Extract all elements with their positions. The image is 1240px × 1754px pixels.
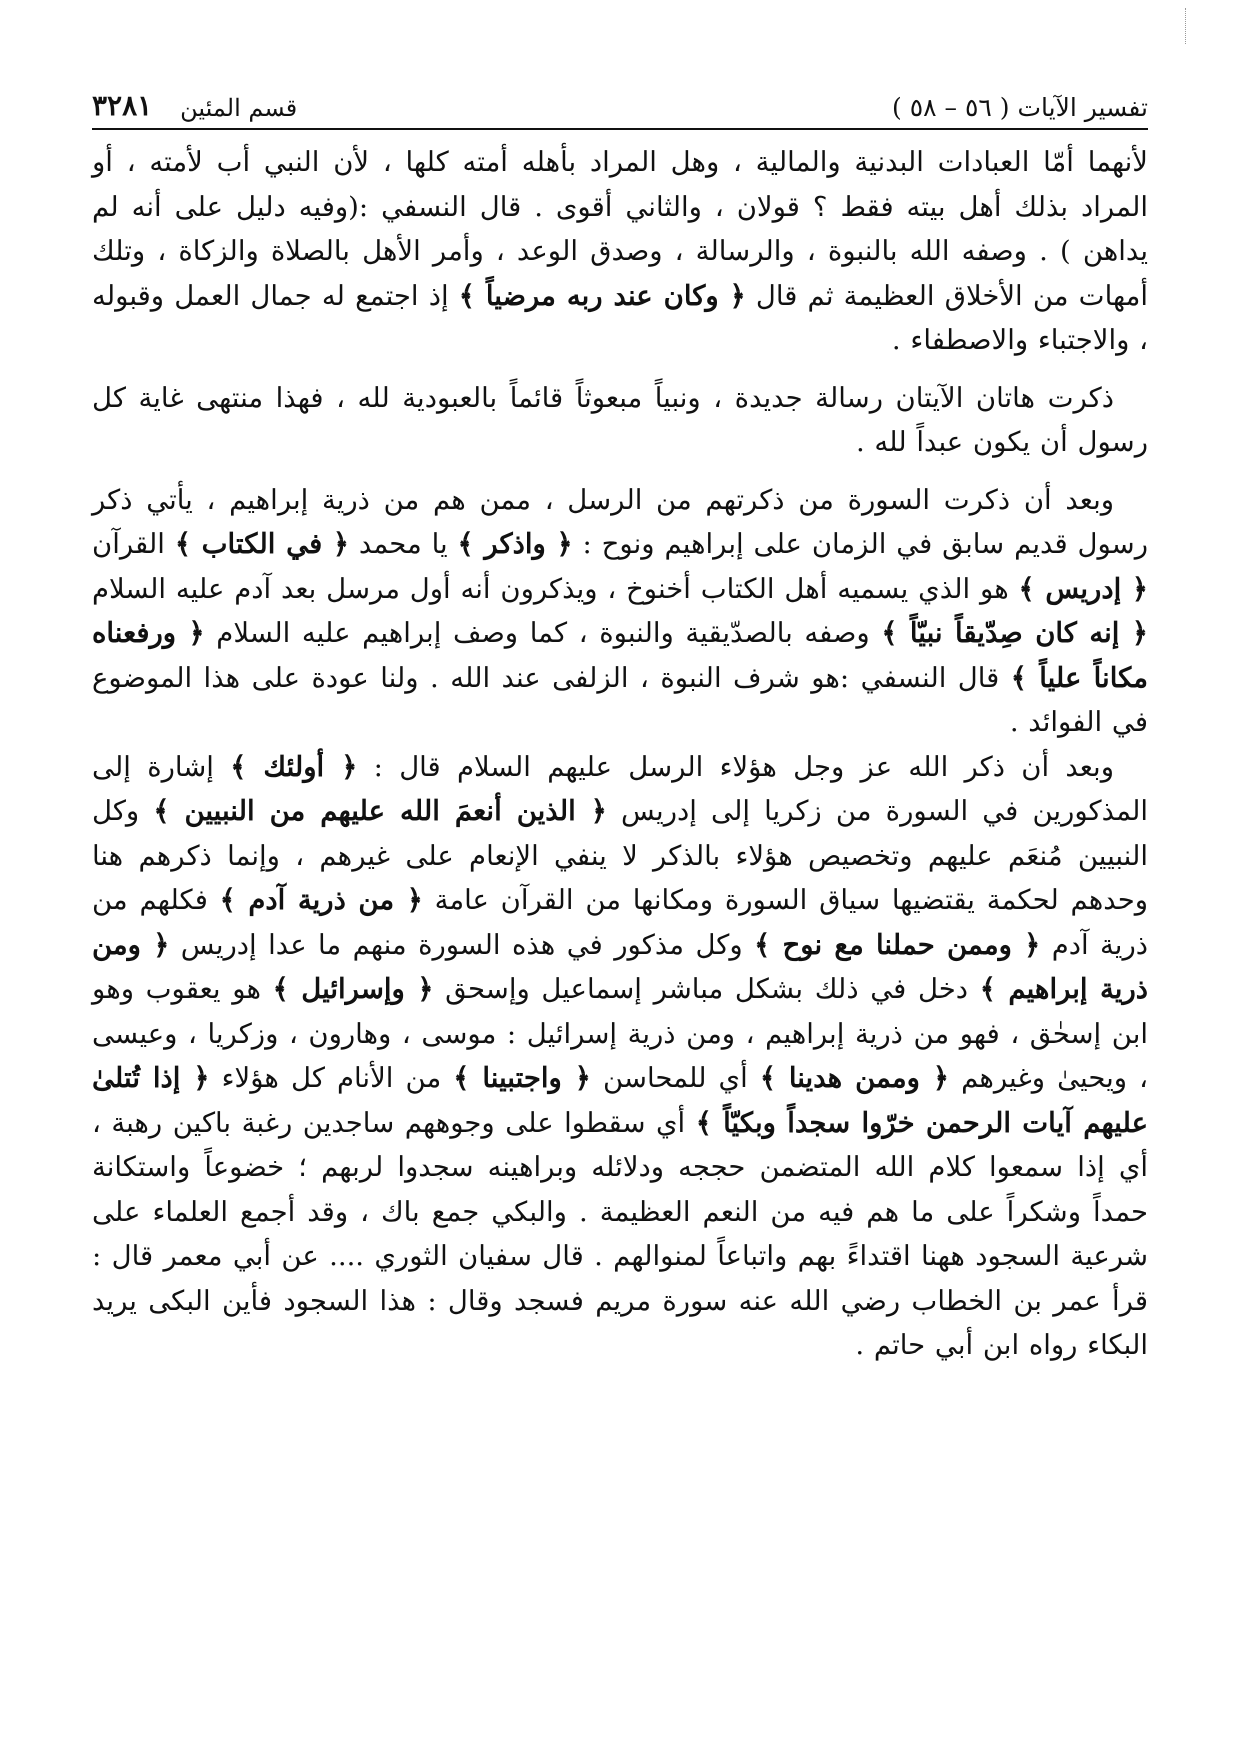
quran-quote: ﴿ ورفعناه مكاناً علياً ﴾ [92, 617, 1149, 694]
page-fold-mark [1185, 8, 1192, 44]
quran-quote: ﴿ إدريس ﴾ [1018, 572, 1148, 605]
page-number: ٣٢٨١ [92, 89, 153, 122]
quran-quote: ﴿ أولئك ﴾ [230, 750, 358, 783]
quran-quote: ﴿ إنه كان صِدّيقاً نبيّاً ﴾ [881, 617, 1148, 649]
header-left-group [92, 89, 297, 122]
text-run: ذكرت هاتان الآيتان رسالة جديدة ، ونبياً مبعوثاً قائماً بالعبودية لله ، فهذا منتهى غاية كل رسول أن يكون عبداً لله . [92, 381, 1148, 458]
paragraph [92, 376, 1148, 465]
text-run: قال النسفي :هو شرف النبوة ، الزلفى عند الله . ولنا عودة على هذا الموضوع في الفوائد . [92, 661, 1148, 738]
quran-quote: ﴿ وممن هدينا ﴾ [759, 1062, 949, 1094]
text-run: وكل مذكور في هذه السورة منهم ما عدا إدريس [169, 928, 755, 961]
quran-quote: ﴿ في الكتاب ﴾ [174, 528, 350, 560]
section-title: تفسير الآيات ( ٥٦ – ٥٨ ) [892, 93, 1148, 122]
book-title: قسم المئين [180, 94, 298, 122]
text-run: وصفه بالصدّيقية والنبوة ، كما وصف إبراهيم عليه السلام [204, 617, 882, 649]
text-run: أي للمحاسن [590, 1062, 760, 1094]
text-run: هو يعقوب وهو ابن إسحٰق ، فهو من ذرية إبراهيم ، ومن ذرية إسرائيل : موسى ، وهارون ، وزكريا ، وعيسى ، ويحيىٰ وغيرهم [92, 973, 1148, 1094]
quran-quote: ﴿ ومن ذرية إبراهيم ﴾ [92, 928, 1148, 1005]
text-run: لأنهما أمّا العبادات البدنية والمالية ، وهل المراد بأهله أمته كلها ، لأن النبي أب لأمته ، أو المراد بذلك أهل بيته فقط ؟ قولان ، والثاني أقوى . قال النسفي :(وفيه دليل على أنه لم يداهن ) . وصفه الله بالنبوة ، والرسالة ، وصدق الوعد ، وأمر الأهل بالصلاة والزكاة ، وتلك أمهات من الأخلاق العظيمة ثم قال [92, 146, 1148, 312]
text-run: وبعد أن ذكر الله عز وجل هؤلاء الرسل عليهم السلام قال : [357, 750, 1114, 783]
quran-quote: ﴿ من ذرية آدم ﴾ [219, 884, 423, 916]
paragraph [92, 745, 1148, 1368]
paragraph [92, 140, 1148, 363]
text-run: من الأنام كل هؤلاء [209, 1062, 454, 1094]
text-run: القرآن [92, 528, 175, 560]
text-run: وكل النبيين مُنعَم عليهم وتخصيص هؤلاء بالذكر لا ينفي الإنعام على غيرهم ، وإنما ذكرهم هنا وحدهم لحكمة يقتضيها سياق السورة ومكانها من القرآن عامة [92, 795, 1148, 916]
running-header [92, 80, 1148, 122]
text-run: أي سقطوا على وجوههم ساجدين رغبة باكين رهبة ، أي إذا سمعوا كلام الله المتضمن حججه ودلائله وبراهينه سجدوا لربهم ؛ خضوعاً واستكانة حمداً وشكراً على ما هم فيه من النعم العظيمة . والبكي جمع باك ، وقد أجمع العلماء على شرعية السجود ههنا اقتداءً بهم واتباعاً لمنوالهم . قال سفيان الثوري .... عن أبي معمر قال : قرأ عمر بن الخطاب رضي الله عنه سورة مريم فسجد وقال : هذا السجود فأين البكى يريد البكاء رواه ابن أبي حاتم . [92, 1106, 1148, 1361]
quran-quote: ﴿ وكان عند ربه مرضياً ﴾ [458, 279, 746, 312]
text-run: إشارة إلى المذكورين في السورة من زكريا إلى إدريس [92, 750, 1148, 827]
quran-quote: ﴿ واجتبينا ﴾ [453, 1062, 591, 1094]
quran-quote: ﴿ وإسرائيل ﴾ [272, 973, 434, 1005]
text-run: إذ اجتمع له جمال العمل وقبوله ، والاجتباء والاصطفاء . [92, 279, 1148, 356]
text-run: وبعد أن ذكرت السورة من ذكرتهم من الرسل ، ممن هم من ذرية إبراهيم ، يأتي ذكر رسول قديم سابق في الزمان على إبراهيم ونوح : [92, 483, 1148, 560]
text-run: فكلهم من ذرية آدم [92, 884, 1148, 961]
header-rule [92, 128, 1148, 130]
text-run: هو الذي يسميه أهل الكتاب أخنوخ ، ويذكرون أنه أول مرسل بعد آدم عليه السلام [92, 572, 1019, 605]
main-text [92, 140, 1148, 1381]
paragraph [92, 478, 1148, 745]
quran-quote: ﴿ وممن حملنا مع نوح ﴾ [754, 928, 1041, 961]
quran-quote: ﴿ الذين أنعمَ الله عليهم من النبيين ﴾ [153, 795, 607, 827]
quran-quote: ﴿ إذا تُتلىٰ عليهم آيات الرحمن خرّوا سجداً وبكيّاً ﴾ [92, 1062, 1148, 1139]
text-run: دخل في ذلك بشكل مباشر إسماعيل وإسحق [433, 973, 980, 1005]
quran-quote: ﴿ واذكر ﴾ [457, 528, 573, 560]
text-run: يا محمد [349, 528, 458, 560]
